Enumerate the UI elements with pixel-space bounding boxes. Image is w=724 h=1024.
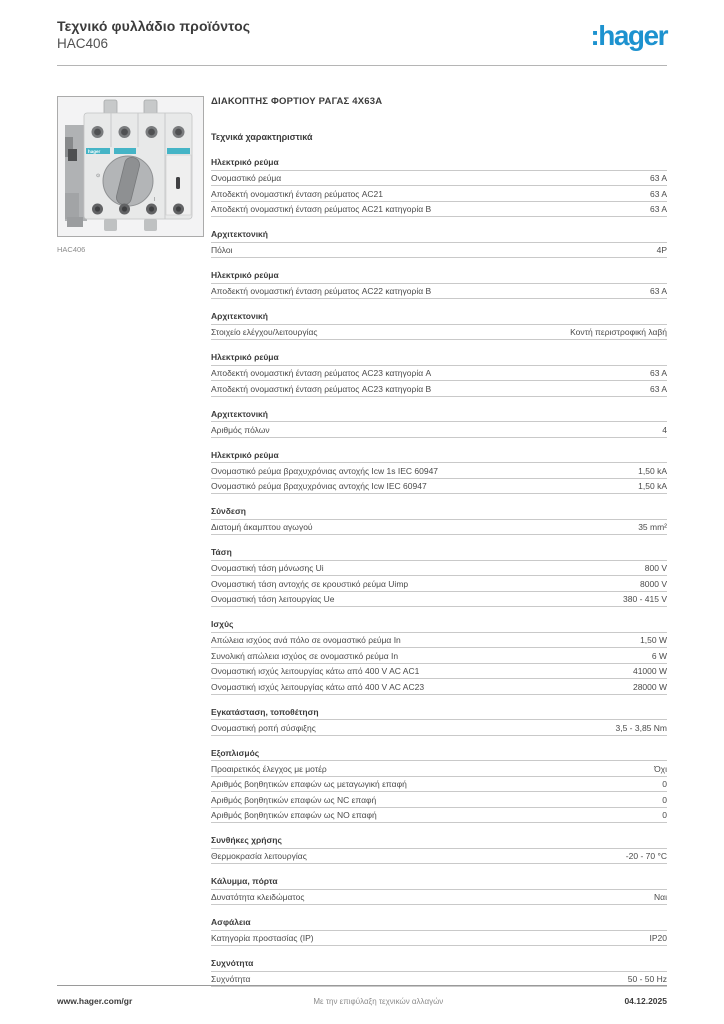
spec-section-title: Ηλεκτρικό ρεύμα <box>211 352 667 366</box>
spec-section-title: Αρχιτεκτονική <box>211 311 667 325</box>
spec-section <box>211 229 667 258</box>
spec-label: Αριθμός πόλων <box>211 424 270 435</box>
spec-row <box>211 633 667 649</box>
product-image-caption: HAC406 <box>57 245 86 254</box>
spec-label: Αποδεκτή ονομαστική ένταση ρεύματος AC21 <box>211 188 384 199</box>
spec-section <box>211 311 667 340</box>
spec-row <box>211 849 667 865</box>
spec-section <box>211 547 667 607</box>
spec-label: Κατηγορία προστασίας (IP) <box>211 933 314 943</box>
spec-value: 0 <box>662 794 667 805</box>
header-divider <box>57 65 667 66</box>
spec-value: 4 <box>662 424 667 435</box>
spec-value: 800 V <box>644 563 667 573</box>
spec-section <box>211 450 667 495</box>
spec-label: Ονομαστική ισχύς λειτουργίας κάτω από 400 V AC AC23 <box>211 681 425 692</box>
spec-section <box>211 958 667 987</box>
spec-row <box>211 648 667 664</box>
spec-row <box>211 284 667 300</box>
spec-row <box>211 325 667 341</box>
spec-row <box>211 592 667 608</box>
spec-row <box>211 561 667 577</box>
footer-divider <box>57 985 667 986</box>
spec-value: Ναι <box>654 892 667 902</box>
spec-value: Κοντή περιστροφική λαβή <box>570 327 667 337</box>
spec-row <box>211 664 667 680</box>
specs-heading: Τεχνικά χαρακτηριστικά <box>211 132 313 142</box>
svg-text:I: I <box>154 197 156 203</box>
spec-value: 63 A <box>649 286 667 296</box>
spec-label: Στοιχείο ελέγχου/λειτουργίας <box>211 327 318 337</box>
spec-label: Ονομαστική τάση αντοχής σε κρουστικό ρεύμα Uimp <box>211 578 409 589</box>
spec-row <box>211 422 667 438</box>
spec-row <box>211 171 667 187</box>
spec-section-title: Αρχιτεκτονική <box>211 409 667 423</box>
spec-value: 6 W <box>651 650 667 661</box>
spec-section <box>211 270 667 299</box>
spec-value: 63 A <box>649 383 667 394</box>
spec-value: 0 <box>662 810 667 820</box>
product-image <box>57 96 204 237</box>
spec-section-title: Συνθήκες χρήσης <box>211 835 667 849</box>
spec-row <box>211 520 667 536</box>
spec-section <box>211 707 667 736</box>
product-image-column <box>57 96 205 254</box>
spec-label: Αριθμός βοηθητικών επαφών ως NO επαφή <box>211 810 377 820</box>
spec-label: Συχνότητα <box>211 974 251 984</box>
spec-sections <box>211 157 667 987</box>
specs-column <box>211 96 667 987</box>
spec-value: 4P <box>656 245 667 255</box>
switch-illustration <box>58 97 203 236</box>
hager-logo: :hager <box>590 20 667 51</box>
spec-value: Όχι <box>654 763 667 774</box>
spec-section-title: Σύνδεση <box>211 506 667 520</box>
spec-label: Απώλεια ισχύος ανά πόλο σε ονομαστικό ρεύμα In <box>211 635 401 645</box>
svg-text:⊙: ⊙ <box>96 173 101 179</box>
spec-row <box>211 777 667 793</box>
spec-row <box>211 381 667 397</box>
spec-label: Θερμοκρασία λειτουργίας <box>211 851 307 861</box>
spec-value: 63 A <box>649 204 667 214</box>
spec-value: 63 A <box>649 368 667 378</box>
spec-label: Προαιρετικός έλεγχος με μοτέρ <box>211 763 327 774</box>
spec-section <box>211 619 667 695</box>
spec-value: 1,50 W <box>640 635 667 645</box>
spec-row <box>211 808 667 824</box>
spec-section <box>211 506 667 535</box>
spec-section-title: Εγκατάσταση, τοποθέτηση <box>211 707 667 721</box>
spec-row <box>211 931 667 947</box>
spec-section-title: Συχνότητα <box>211 958 667 972</box>
spec-value: 3,5 - 3,85 Nm <box>615 722 667 733</box>
spec-label: Αριθμός βοηθητικών επαφών ως NC επαφή <box>211 794 377 805</box>
spec-value: 41000 W <box>632 666 667 676</box>
spec-label: Πόλοι <box>211 245 233 255</box>
spec-label: Ονομαστική τάση λειτουργίας Ue <box>211 594 335 604</box>
spec-label: Διατομή άκαμπτου αγωγού <box>211 522 313 532</box>
document-title: Τεχνικό φυλλάδιο προϊόντος <box>57 18 251 34</box>
spec-row <box>211 792 667 808</box>
spec-section <box>211 876 667 905</box>
spec-row <box>211 890 667 906</box>
spec-row <box>211 679 667 695</box>
spec-value: 0 <box>662 779 667 789</box>
spec-section-title: Ηλεκτρικό ρεύμα <box>211 450 667 464</box>
spec-label: Αποδεκτή ονομαστική ένταση ρεύματος AC23 κατηγορία A <box>211 368 432 378</box>
spec-value: 28000 W <box>632 681 667 692</box>
spec-value: 63 A <box>649 188 667 199</box>
product-code: HAC406 <box>57 36 109 51</box>
spec-label: Συνολική απώλεια ισχύος σε ονομαστικό ρεύμα In <box>211 650 399 661</box>
spec-label: Ονομαστική ροπή σύσφιξης <box>211 722 316 733</box>
spec-label: Ονομαστικό ρεύμα <box>211 173 282 183</box>
spec-section-title: Ηλεκτρικό ρεύμα <box>211 270 667 284</box>
spec-row <box>211 186 667 202</box>
spec-section <box>211 352 667 397</box>
footer-date: 04.12.2025 <box>624 996 667 1006</box>
spec-section <box>211 157 667 217</box>
spec-row <box>211 479 667 495</box>
footer-disclaimer: Με την επιφύλαξη τεχνικών αλλαγών <box>313 997 444 1006</box>
spec-label: Αποδεκτή ονομαστική ένταση ρεύματος AC21 κατηγορία B <box>211 204 432 214</box>
footer-website: www.hager.com/gr <box>57 996 133 1006</box>
spec-value: 1,50 kA <box>638 465 667 476</box>
spec-label: Ονομαστικό ρεύμα βραχυχρόνιας αντοχής Icw IEC 60947 <box>211 481 427 491</box>
spec-row <box>211 202 667 218</box>
spec-value: 8000 V <box>640 578 667 589</box>
spec-value: IP20 <box>649 933 667 943</box>
spec-row <box>211 761 667 777</box>
spec-value: 35 mm² <box>638 522 667 532</box>
spec-row <box>211 463 667 479</box>
spec-section-title: Ασφάλεια <box>211 917 667 931</box>
page-header <box>57 18 667 64</box>
spec-row <box>211 576 667 592</box>
spec-value: 380 - 415 V <box>623 594 667 604</box>
product-name: ΔΙΑΚΟΠΤΗΣ ΦΟΡΤΙΟΥ ΡΑΓΑΣ 4X63A <box>211 96 383 107</box>
spec-section-title: Ηλεκτρικό ρεύμα <box>211 157 667 171</box>
spec-value: -20 - 70 °C <box>625 851 667 861</box>
spec-section <box>211 835 667 864</box>
spec-label: Αποδεκτή ονομαστική ένταση ρεύματος AC22 κατηγορία B <box>211 286 432 296</box>
svg-text:hager: hager <box>88 149 101 154</box>
spec-row <box>211 366 667 382</box>
spec-section <box>211 917 667 946</box>
spec-label: Δυνατότητα κλειδώματος <box>211 892 305 902</box>
spec-section-title: Ισχύς <box>211 619 667 633</box>
spec-section-title: Τάση <box>211 547 667 561</box>
spec-label: Αποδεκτή ονομαστική ένταση ρεύματος AC23 κατηγορία B <box>211 383 432 394</box>
spec-value: 63 A <box>649 173 667 183</box>
spec-section <box>211 409 667 438</box>
spec-label: Αριθμός βοηθητικών επαφών ως μεταγωγική επαφή <box>211 779 407 789</box>
spec-section-title: Αρχιτεκτονική <box>211 229 667 243</box>
spec-value: 1,50 kA <box>638 481 667 491</box>
page-footer <box>57 996 667 1006</box>
spec-section <box>211 748 667 824</box>
spec-label: Ονομαστική τάση μόνωσης Ui <box>211 563 324 573</box>
spec-value: 50 - 50 Hz <box>627 974 667 984</box>
spec-row <box>211 243 667 259</box>
spec-label: Ονομαστική ισχύς λειτουργίας κάτω από 400 V AC AC1 <box>211 666 420 676</box>
main-content <box>57 96 667 987</box>
spec-section-title: Εξοπλισμός <box>211 748 667 762</box>
spec-section-title: Κάλυμμα, πόρτα <box>211 876 667 890</box>
spec-label: Ονομαστικό ρεύμα βραχυχρόνιας αντοχής Icw 1s IEC 60947 <box>211 465 439 476</box>
spec-row <box>211 720 667 736</box>
